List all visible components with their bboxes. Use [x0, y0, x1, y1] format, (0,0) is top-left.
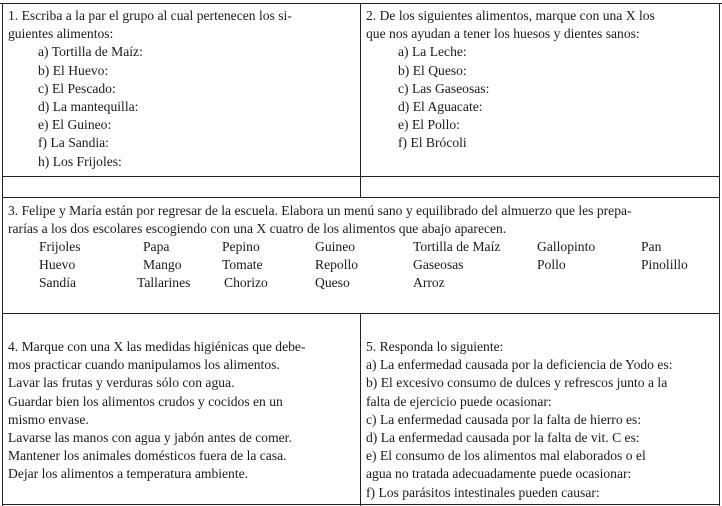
question-2-item: c) Las Gaseosas:	[398, 80, 490, 96]
food-option[interactable]: Frijoles	[39, 239, 81, 254]
question-5	[366, 338, 718, 502]
border-bottom	[2, 504, 720, 505]
question-1-intro-line: guientes alimentos:	[8, 26, 114, 42]
question-1-item: d) La mantequilla:	[38, 99, 139, 115]
question-5-line: c) La enfermedad causada por la falta de hierro es:	[366, 411, 642, 427]
question-2-intro-line: 2. De los siguientes alimentos, marque con una X los	[366, 8, 655, 23]
border-right	[719, 3, 720, 506]
question-1-item: f) La Sandia:	[38, 135, 109, 151]
question-5-line: e) El consumo de los alimentos mal elaborados o el	[366, 448, 646, 464]
hygiene-option[interactable]: Mantener los animales domésticos fuera de la casa.	[8, 448, 287, 464]
question-2	[366, 7, 716, 153]
food-option[interactable]: Sandía	[39, 275, 76, 290]
food-option[interactable]: Pepino	[222, 239, 260, 254]
question-5-line: 5. Responda lo siguiente:	[366, 339, 504, 354]
food-option[interactable]: Gaseosas	[413, 257, 464, 272]
row-divider-1	[2, 176, 720, 177]
hygiene-option[interactable]: Dejar los alimentos a temperatura ambiente.	[8, 466, 249, 482]
question-1-item: e) El Guineo:	[38, 117, 112, 133]
hygiene-option[interactable]: Lavarse las manos con agua y jabón antes de comer.	[8, 430, 292, 446]
question-5-line: d) La enfermedad causada por la falta de vit. C es:	[366, 430, 640, 446]
question-2-item: d) El Aguacate:	[398, 99, 483, 115]
question-2-item: f) El Brócoli	[398, 135, 467, 151]
food-option[interactable]: Huevo	[39, 257, 76, 272]
food-option[interactable]: Papa	[143, 239, 170, 254]
food-option[interactable]: Repollo	[315, 257, 359, 272]
hygiene-option-continued[interactable]: mismo envase.	[8, 411, 89, 427]
food-option[interactable]: Guineo	[315, 239, 356, 254]
question-4	[8, 338, 358, 484]
question-5-line: a) La enfermedad causada por la deficiencia de Yodo es:	[366, 357, 673, 373]
food-option[interactable]: Gallopinto	[537, 239, 596, 254]
food-option[interactable]: Tortilla de Maíz	[413, 239, 501, 254]
question-2-intro-line: que nos ayudan a tener los huesos y dientes sanos:	[366, 26, 640, 42]
question-5-line: b) El excesivo consumo de dulces y refrescos junto a la	[366, 375, 668, 391]
question-4-line: mos practicar cuando manipulamos los alimentos.	[8, 357, 280, 373]
food-option[interactable]: Pan	[641, 239, 662, 254]
row-divider-3	[2, 313, 720, 314]
hygiene-option[interactable]: Guardar bien los alimentos crudos y cocidos en un	[8, 393, 283, 409]
question-1-item: b) El Huevo:	[38, 62, 109, 78]
column-divider-top	[360, 3, 361, 197]
question-5-line: falta de ejercicio puede ocasionar:	[366, 393, 552, 409]
food-option[interactable]: Tallarines	[137, 275, 191, 290]
question-1-item: h) Los Frijoles:	[38, 153, 122, 169]
food-option[interactable]: Tomate	[222, 257, 263, 272]
question-4-line: 4. Marque con una X las medidas higiénicas que debe-	[8, 339, 306, 354]
question-5-line: agua no tratada adecuadamente puede ocasionar:	[366, 466, 632, 482]
food-option[interactable]: Pollo	[537, 257, 566, 272]
question-1	[8, 7, 358, 171]
food-option[interactable]: Chorizo	[224, 275, 268, 290]
question-5-line: f) Los parásitos intestinales pueden causar:	[366, 484, 600, 500]
question-3	[8, 202, 716, 238]
border-left	[2, 3, 3, 506]
border-top	[0, 3, 722, 4]
food-option[interactable]: Queso	[315, 275, 350, 290]
food-option[interactable]: Mango	[143, 257, 182, 272]
question-3-intro-line: rarías a los dos escolares escogiendo con una X cuatro de los alimentos que abajo aparecen.	[8, 221, 507, 237]
question-2-item: e) El Pollo:	[398, 117, 460, 133]
food-option[interactable]: Pinolillo	[641, 257, 688, 272]
food-option[interactable]: Arroz	[413, 275, 445, 290]
question-1-item: a) Tortilla de Maíz:	[38, 44, 143, 60]
question-3-intro-line: 3. Felipe y María están por regresar de la escuela. Elabora un menú sano y equilibrado del almuerzo que les prepa-	[8, 203, 632, 218]
question-2-item: a) La Leche:	[398, 44, 467, 60]
question-1-intro-line: 1. Escriba a la par el grupo al cual pertenecen los si-	[8, 8, 292, 23]
question-2-item: b) El Queso:	[398, 62, 467, 78]
column-divider-bottom	[360, 313, 361, 506]
hygiene-option[interactable]: Lavar las frutas y verduras sólo con agua.	[8, 375, 235, 391]
question-1-item: c) El Pescado:	[38, 80, 116, 96]
row-divider-2	[2, 197, 720, 198]
